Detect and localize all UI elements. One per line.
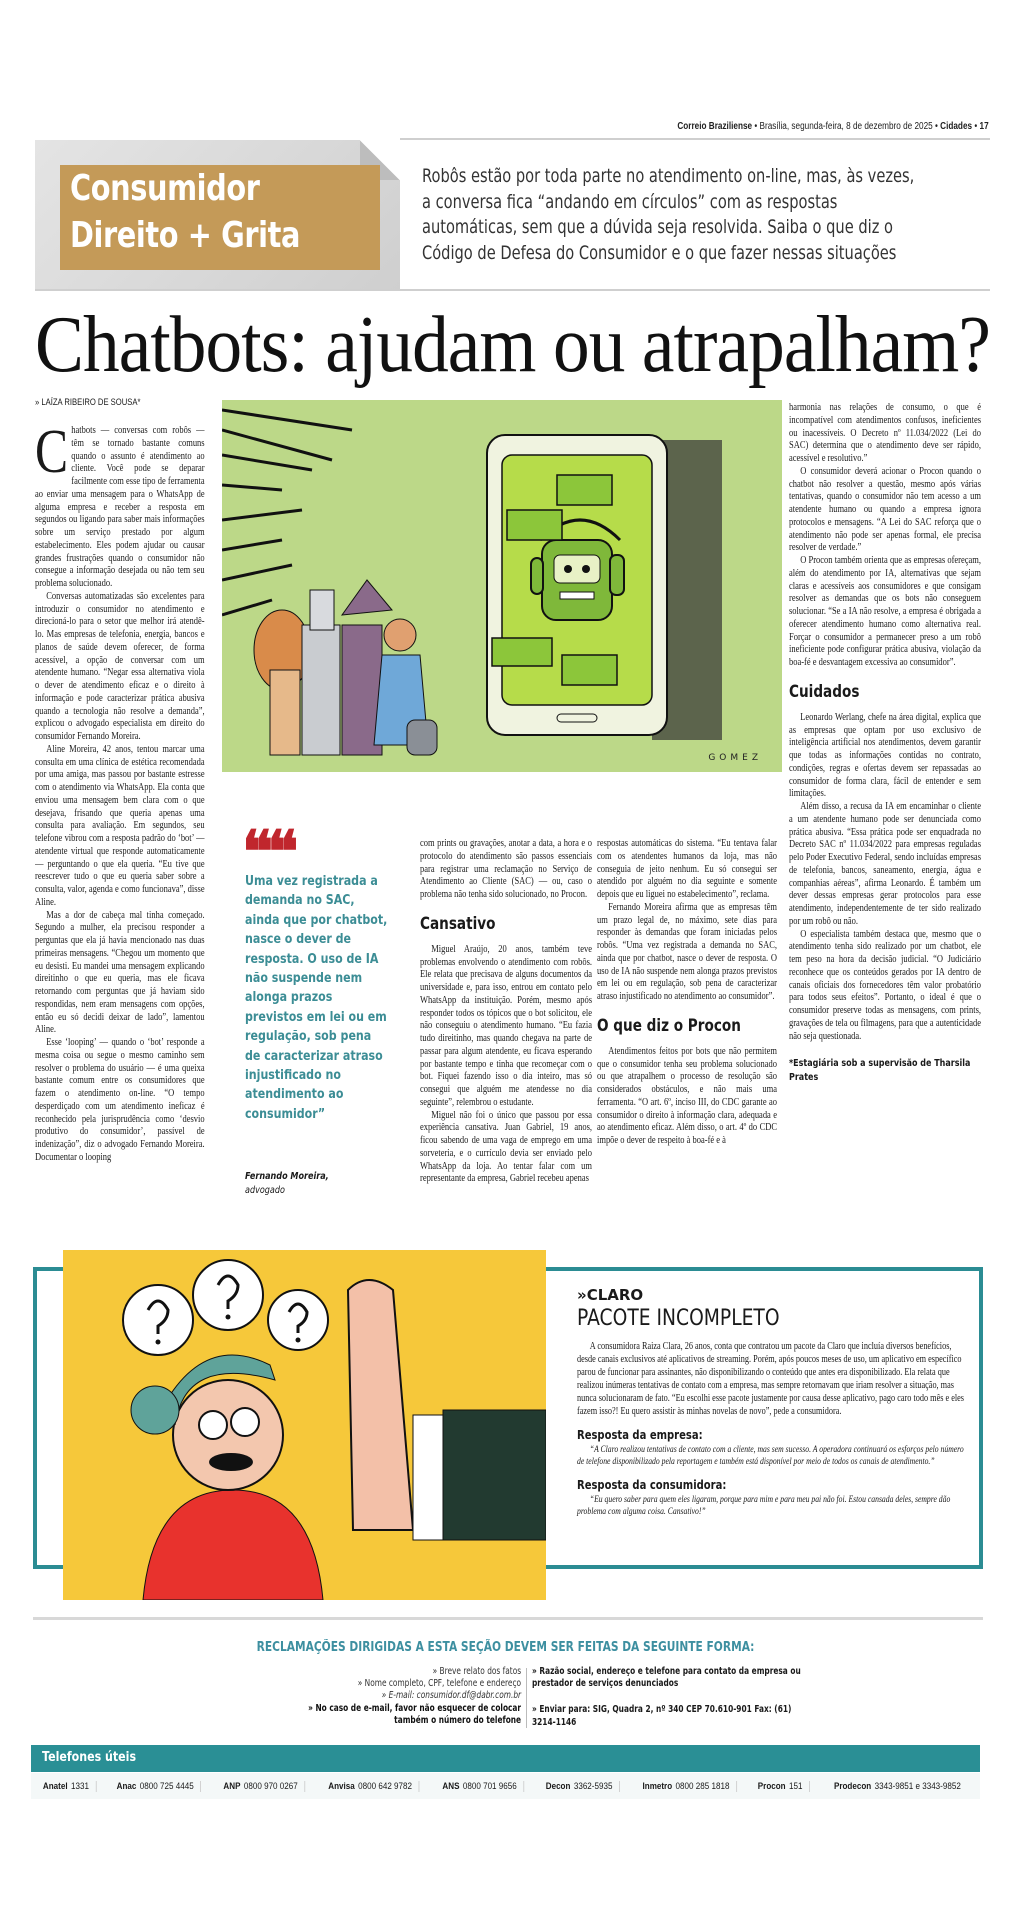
- article-column-4: [597, 838, 777, 1213]
- consumer-reply: “Eu quero saber para quem eles ligaram, porque para mim e para meu pai não foi. Estou cansada deles, sempre dão problema com alguma coisa. Cansativo!”: [577, 1494, 951, 1517]
- phone-number: 3343-9851 e 3343-9852: [874, 1780, 961, 1792]
- article-paragraph: Mas a dor de cabeça mal tinha começado. Segundo a mulher, ela precisou responder a perguntas que ela já havia mencionado nas duas primeiras mensagens. “Chegou um momento que eu desisti. Eu mandei uma mensagem explicando direitinho o que eu queria, mas ele ficava retornando com perguntas que já haviam sido respondidas, nem eram mensagens com opções, então eu só decidi deixar de lado”, lamentou Aline.: [35, 909, 205, 1036]
- phone-number: 0800 701 9656: [462, 1780, 517, 1792]
- column-divider: [526, 1668, 527, 1728]
- case-text: A consumidora Raiza Clara, 26 anos, conta que contratou um pacote da Claro que incluía diversos benefícios, desde canais exclusivos até aplicativos de streaming. Porém, após poucos meses de uso, um aplicativo em específico parou de funcionar para assinantes, não disponibilizando o conteúdo que antes era disponibilizado. Ela relata que realizou inúmeras tentativas de contato com a empresa, mas sempre retornavam que iriam resolver a situação, mas nunca solucionaram de fato. “Eu escolhi esse pacote justamente por causa desse aplicativo, pago caro todo mês e eles fazem isso?! Eu quero assistir às minhas novelas de novo”, pede a consumidora.: [577, 1341, 965, 1417]
- divider: [35, 289, 990, 291]
- frustrated-consumer-illustration: [63, 1250, 546, 1600]
- instruction-item: » Breve relato dos fatos: [432, 1666, 521, 1677]
- complaints-title-text: RECLAMAÇÕES DIRIGIDAS A ESTA SEÇÃO DEVEM SER FEITAS DA SEGUINTE FORMA:: [256, 1640, 755, 1655]
- logo-line-2: Direito + Grita: [70, 215, 301, 256]
- instruction-address: » Enviar para: SIG, Quadra 2, nº 340 CEP 70.610-901 Fax: (61): [532, 1704, 792, 1716]
- pullquote-attribution: [245, 1170, 329, 1198]
- case-body: [577, 1340, 965, 1518]
- pullquote-author: Fernando Moreira,: [245, 1171, 329, 1182]
- subhead-procon: O que diz o Procon: [597, 1015, 741, 1036]
- instruction-item: » Nome completo, CPF, telefone e endereço: [357, 1678, 521, 1690]
- article-paragraph: Esse ‘looping’ — quando o ‘bot’ responde a mesma coisa ou segue o mesmo caminho sem resolver o problema do usuário — é uma queixa bastante comum entre os consumidores que fazem o atendimento on-line. “O tempo desperdiçado com um atendimento ineficaz é reconhecido pela jurisprudência como ‘desvio produtivo do consumidor’, passível de indenização”, diz o advogado Fernando Moreira. Documentar o looping: [35, 1037, 205, 1163]
- phone-item: [322, 1781, 420, 1792]
- phone-agency: Prodecon: [834, 1780, 872, 1792]
- article-column-5: [789, 402, 981, 1227]
- phone-item: [636, 1781, 737, 1792]
- illustration-signature: GOMEZ: [708, 753, 762, 763]
- consumer-reply-heading: Resposta da consumidora:: [577, 1477, 727, 1492]
- footnote: *Estagiária sob a supervisão de Tharsila Prates: [789, 1058, 971, 1084]
- dog-icon: [407, 720, 437, 755]
- article-paragraph: Além disso, a recusa da IA em encaminhar o cliente a um atendente humano pode ser denunciada como prática abusiva. “Essa prática pode ser enquadrada no Decreto SAC nº 11.034/2022 para empresas reguladas pelo Poder Executivo Federal, sendo incluídas empresas de telefonia, bancos, saneamento, energia, água e companhias aéreas”, afirma Leonardo. É também um dever dessas empresas gerar protocolos para esse atendimento, independentemente de ter sido realizado por um robô ou não.: [789, 801, 981, 927]
- complaints-instructions-left: [308, 1666, 521, 1727]
- paper-name: Correio Braziliense: [677, 121, 753, 132]
- drop-cap: C: [35, 425, 69, 486]
- headline: Chatbots: ajudam ou atrapalham?: [35, 301, 991, 389]
- phone-item: [828, 1781, 968, 1792]
- phones-list: [31, 1773, 980, 1799]
- article-paragraph: respostas automáticas do sistema. “Eu tentava falar com os atendentes humanos da loja, mas não conseguia de jeito nenhum. Eu só consegui ser atendido por alguém no dia seguinte e somente depois que eu liguei no estabelecimento”, reclama.: [597, 838, 777, 900]
- phone-item: [110, 1781, 201, 1792]
- article-paragraph: Miguel Araújo, 20 anos, também teve problemas envolvendo o atendimento com robôs. Ele relata que precisava de alguns documentos da universidade e, para isso, entrou em contato pelo WhatsApp da instituição. Porém, mesmo após responder todos os tópicos que o bot solicitou, ele não conseguiu o atendimento humano. “Eu fazia tudo direitinho, mas quando chegava na parte de passar para algum atendente, eu ficava esperando por bastante tempo e tinha que recomeçar com o bot. Fiquei fazendo isso o dia inteiro, mas só consegui que alguém me atendesse no dia seguinte”, relembrou o estudante.: [420, 943, 592, 1108]
- article-paragraph: Miguel não foi o único que passou por essa experiência cansativa. Juan Gabriel, 19 anos, ficou sabendo de uma vaga de emprego em uma sorveteria, e o currículo devia ser enviado pelo WhatsApp da loja. Ao tentar falar com um representante da empresa, Gabriel recebeu apenas: [420, 1109, 592, 1185]
- instruction-address: 3214-1146: [532, 1716, 577, 1728]
- divider: [400, 138, 990, 140]
- quote-mark-icon: ❝❝: [242, 818, 293, 886]
- byline: » LAÍZA RIBEIRO DE SOUSA*: [35, 397, 141, 407]
- instruction-item: » No caso de e-mail, favor não esquecer de colocar: [307, 1702, 521, 1714]
- phone-agency: Procon: [757, 1780, 786, 1792]
- article-paragraph: Fernando Moreira afirma que as empresas têm um prazo legal de, no máximo, sete dias para responder às demandas que foram iniciadas pelos robôs. “Uma vez registrada a demanda no SAC, ainda que por chatbot, nasce o dever de resposta. O uso de IA não suspende nem alonga prazos previstos em lei ou em regulação, sob pena de caracterizar atraso injustificado no atendimento ao consumidor”.: [597, 901, 777, 1002]
- article-paragraph: Aline Moreira, 42 anos, tentou marcar uma consulta em uma clínica de estética recomendada por uma amiga, mas passou por bastante estresse com o atendimento via WhatsApp. Ela conta que enviou uma mensagem bem clara com o que desejava, frisando que queria apenas uma consulta para avaliação. Em segundos, seu telefone vibrou com a resposta padrão do ‘bot’ — atendente virtual que responde automaticamente — perguntando o que ela queria. “Eu tive que reescrever tudo o que eu queria saber sobre a consulta, valor, agenda e como funcionava”, disse Aline.: [35, 743, 205, 908]
- instruction-email[interactable]: » E-mail: consumidor.df@dabr.com.br: [381, 1690, 521, 1702]
- divider: [33, 1617, 983, 1620]
- phones-header-bar: [31, 1745, 980, 1772]
- woman-face: [173, 1380, 283, 1490]
- phone-item: [217, 1781, 305, 1792]
- pullquote-role: advogado: [245, 1185, 285, 1196]
- article-paragraph: hatbots — conversas com robôs — têm se tornado bastante comuns quando o assunto é atendimento ao cliente. Você pode se deparar facilmente com esse tipo de ferramenta ao enviar uma mensagem para o WhatsApp de alguma empresa e receber a resposta em segundos ou ligando para saber mais informações sobre um serviço prestado por algum estabelecimento. Eles podem ajudar ou causar grandes frustrações quando o consumidor não consegue a informação desejada ou não tem seu problema solucionado.: [35, 425, 205, 589]
- logo-line-1: Consumidor: [70, 168, 260, 209]
- article-paragraph: harmonia nas relações de consumo, o que é incompatível com atendimentos confusos, ineficientes ou inacessíveis. O Decreto nº 11.034/2022 (Lei do SAC) determina que o atendimento deve ser rápido, acessível e resolutivo.”: [789, 402, 981, 464]
- phones-title: Telefones úteis: [42, 1750, 137, 1765]
- instruction-item: também o número do telefone: [394, 1714, 521, 1726]
- article-paragraph: com prints ou gravações, anotar a data, a hora e o protocolo do atendimento são passos essenciais para registrar uma reclamação no Serviço de Atendimento ao Cliente (SAC) — ou, caso o problema não tenha sido solucionado, no Procon.: [420, 838, 592, 900]
- phone-agency: ANP: [223, 1780, 241, 1792]
- phone-agency: Anvisa: [328, 1780, 355, 1792]
- phone-item: [36, 1781, 96, 1792]
- phone-number: 3362-5935: [573, 1780, 613, 1792]
- company-reply-heading: Resposta da empresa:: [577, 1427, 703, 1442]
- article-paragraph: Atendimentos feitos por bots que não permitem que o consumidor tenha seu problema solucionado ou que atrapalhem o processo de resolução são considerados obstáculos, e não mais uma ferramenta. “O art. 6º, inciso III, do CDC garante ao consumidor o direito à informação clara, adequada e ao atendimento eficaz. Além disso, o art. 4º do CDC impõe o dever de respeito à boa-fé e à: [597, 1045, 777, 1146]
- section-name: Cidades: [940, 121, 973, 132]
- phone-number: 0800 725 4445: [139, 1780, 194, 1792]
- phone-item: [539, 1781, 620, 1792]
- phone-item: [751, 1781, 810, 1792]
- article-paragraph: O consumidor deverá acionar o Procon quando o chatbot não resolver a questão, mesmo após várias tentativas, quando o consumidor não tem acesso a um atendente humano ou quando a empresa ignora protocolos e mensagens. “A Lei do SAC reforça que o atendimento não pode ser apenas formal, ele precisa resolver de verdade.”: [789, 465, 981, 554]
- article-paragraph: O Procon também orienta que as empresas ofereçam, além do atendimento por IA, alternativas que sejam claras e acessíveis aos consumidores e que consigam resolver as demandas que os bots não conseguem solucionar. “Se a IA não resolve, a empresa é obrigada a oferecer atendimento humano como alternativa real. Forçar o consumidor a permanecer preso a um robô ineficiente pode configurar prática abusiva, violação da boa-fé e desvantagem excessiva ao consumidor”.: [789, 555, 981, 668]
- suit-sleeve: [443, 1410, 546, 1540]
- article-column-1: [35, 425, 205, 1215]
- dateline: Brasília, segunda-feira, 8 de dezembro de 2025: [759, 121, 934, 132]
- phone-number: 0800 285 1818: [675, 1780, 730, 1792]
- phone-agency: Anac: [116, 1780, 137, 1792]
- pullquote-text: Uma vez registrada a demanda no SAC, ainda que por chatbot, nasce o dever de resposta. O uso de IA não suspende nem alonga prazos previstos em lei ou em regulação, sob pena de caracterizar atraso injustificado no atendimento ao consumidor”: [245, 874, 388, 1122]
- phone-agency: Anatel: [42, 1780, 68, 1792]
- page-number: 17: [979, 121, 989, 132]
- phone-number: 0800 642 9782: [358, 1780, 413, 1792]
- subhead-cansativo: Cansativo: [420, 913, 496, 934]
- phone-number: 1331: [71, 1780, 89, 1792]
- phone-number: 151: [789, 1780, 803, 1792]
- complaints-instructions-right: [532, 1666, 801, 1729]
- article-paragraph: Conversas automatizadas são excelentes para introduzir o consumidor no atendimento e direcioná-lo para o setor que melhor irá atendê-lo. Mas empresas de telefonia, energia, bancos e planos de saúde devem oferecer, de forma acessível, a opção de conversar com um atendente humano. “Negar essa alternativa viola o dever de atendimento eficaz e o direito à informação e pode caracterizar prática abusiva quando a tecnologia não resolve a demanda”, explicou o advogado especialista em direito do consumidor Fernando Moreira.: [35, 590, 205, 742]
- masthead: Correio Braziliense • Brasília, segunda-feira, 8 de dezembro de 2025 • Cidades • 17: [677, 121, 989, 132]
- instruction-item: » Razão social, endereço e telefone para contato da empresa ou: [532, 1666, 801, 1677]
- phone-item: [436, 1781, 524, 1792]
- phone-agency: Decon: [545, 1780, 571, 1792]
- company-kicker: »CLARO: [577, 1286, 644, 1304]
- company-reply: “A Claro realizou tentativas de contato com a cliente, mas sem sucesso. A operadora continuará os esforços pelo número de telefone disponibilizado pela reportagem e também está disponível por meio de todos os canais de atendimento.”: [577, 1444, 964, 1467]
- instruction-item: prestador de serviços denunciados: [532, 1678, 679, 1690]
- article-paragraph: Leonardo Werlang, chefe na área digital, explica que as empresas que optam por uso exclusivo de inteligência artificial nos atendimentos, devem garantir que todas as informações contidas no contrato, condições, regras e ofertas devem ser repassadas ao consumidor de forma clara, fácil de entender e sem limitações.: [789, 711, 981, 800]
- phone-number: 0800 970 0267: [243, 1780, 298, 1792]
- phone-agency: Inmetro: [642, 1780, 673, 1792]
- chatbot-illustration: [222, 400, 782, 772]
- deck-text: Robôs estão por toda parte no atendimento on-line, mas, às vezes, a conversa fica “andando em círculos” com as respostas automáticas, sem que a dúvida seja resolvida. Saiba o que diz o Código de Defesa do Consumidor e o que fazer nessas situações: [422, 165, 915, 264]
- case-title: PACOTE INCOMPLETO: [577, 1306, 780, 1331]
- complaints-title: [0, 1640, 1011, 1656]
- subhead-cuidados: Cuidados: [789, 681, 860, 702]
- article-column-3: [420, 838, 592, 1213]
- article-paragraph: O especialista também destaca que, mesmo que o atendimento tenha sido realizado por um chatbot, ele tem peso na hora da decisão judicial. “O Judiciário reconhece que os conteúdos gerados por IA dentro de canais oficiais dos fornecedores têm valor probatório para todos seus efeitos”. Portanto, o ideal é que o consumidor preserve todas as mensagens, com prints, gravações de tela ou filmagens, para que a autenticidade não seja questionada.: [789, 928, 981, 1042]
- phone-agency: ANS: [442, 1780, 460, 1792]
